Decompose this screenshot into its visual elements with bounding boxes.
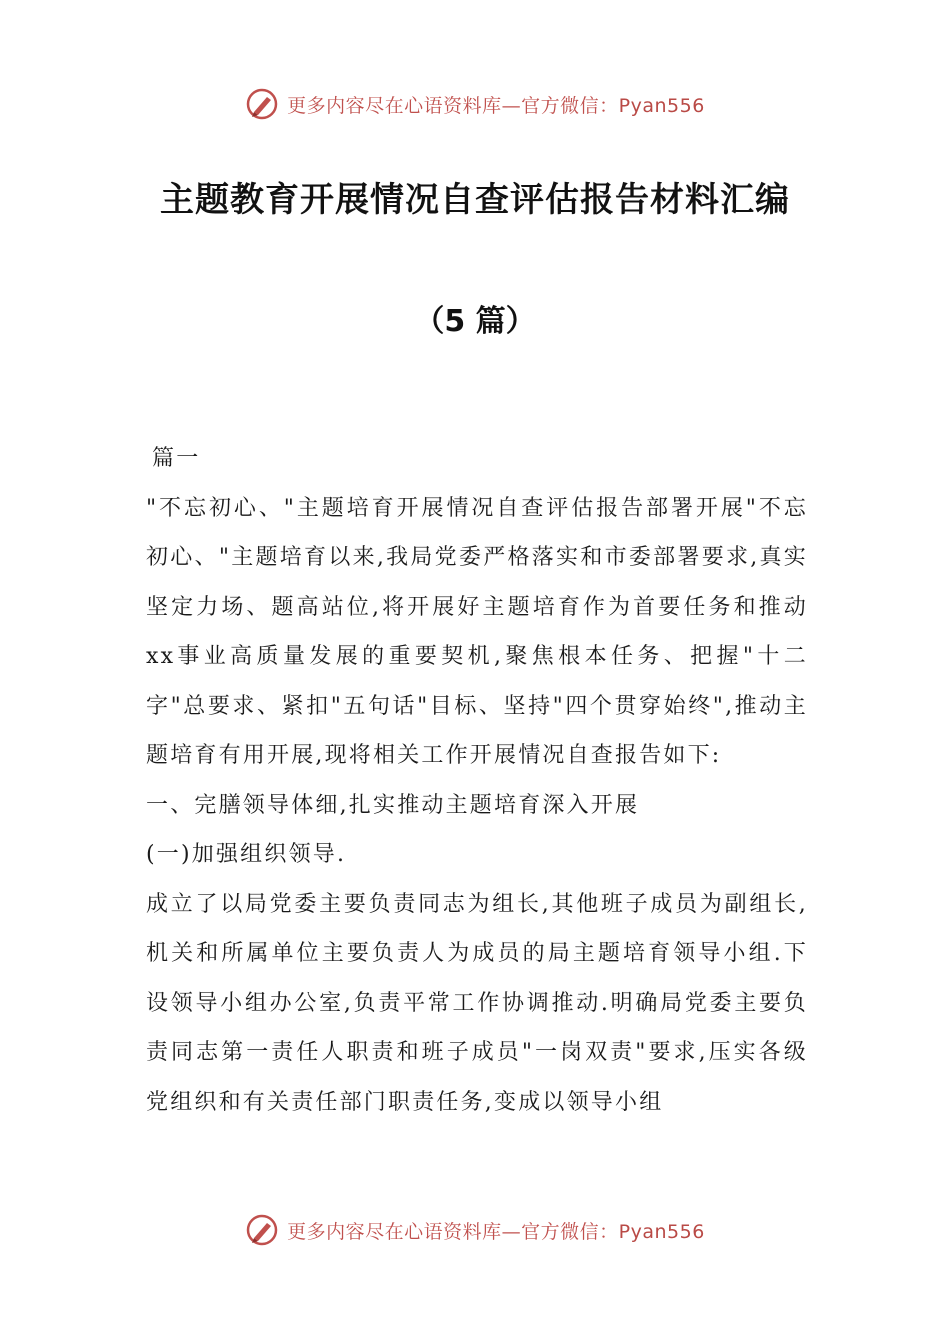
watermark-text: 更多内容尽在心语资料库—官方微信： [287, 1220, 619, 1243]
intro-paragraph: "不忘初心、"主题培育开展情况自查评估报告部署开展"不忘初心、"主题培育以来,我局党委严格落实和市委部署要求,真实坚定力场、题高站位,将开展好主题培育作为首要任务和推动xx事业高质量发展的重要契机,聚焦根本任务、把握"十二字"总要求、紧扣"五句话"目标、坚持"四个贯穿始终",推动主题培育有用开展,现将相关工作开展情况自查报告如下: [146, 495, 808, 768]
pen-logo-icon [245, 87, 279, 121]
watermark-contact: Pyan556 [618, 94, 705, 117]
watermark-contact: Pyan556 [618, 1220, 705, 1243]
document-body [146, 434, 808, 1127]
watermark-text: 更多内容尽在心语资料库—官方微信： [287, 94, 619, 117]
section-heading: 一、完膳领导体细,扎实推动主题培育深入开展 [146, 792, 640, 818]
document-title: 主题教育开展情况自查评估报告材料汇编 [160, 180, 790, 220]
watermark-header [0, 84, 950, 124]
pen-logo-icon [245, 1213, 279, 1247]
document-subtitle: （5 篇） [414, 304, 536, 339]
subsection-heading: (一)加强组织领导. [146, 842, 347, 867]
body-paragraph: 成立了以局党委主要负责同志为组长,其他班子成员为副组长,机关和所属单位主要负责人为成员的局主题培育领导小组.下设领导小组办公室,负责平常工作协调推动.明确局党委主要负责同志第一责任人职责和班子成员"一岗双责"要求,压实各级党组织和有关责任部门职责任务,变成以领导小组 [146, 891, 808, 1115]
section-label: 篇一 [152, 446, 201, 471]
watermark-footer [0, 1210, 950, 1250]
